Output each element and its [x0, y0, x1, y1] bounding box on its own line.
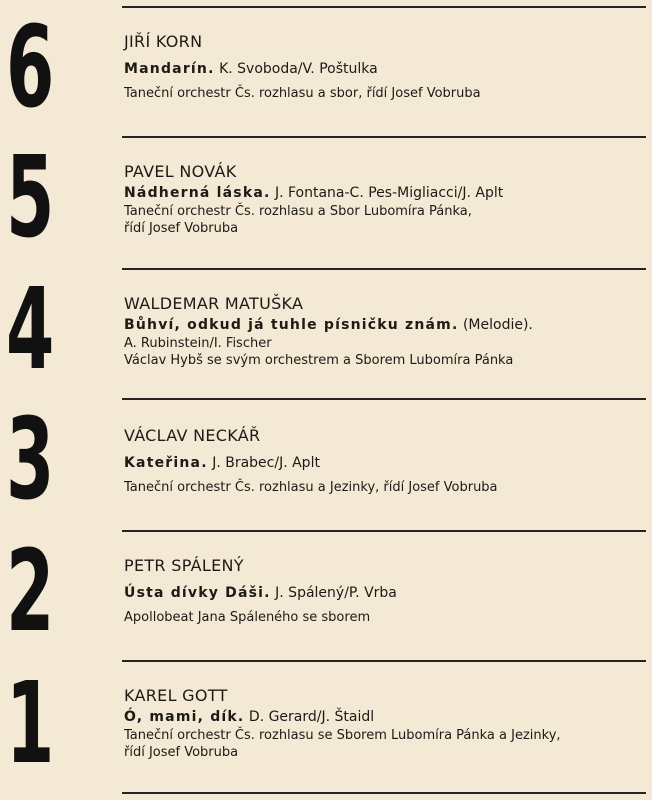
divider	[122, 136, 646, 138]
song-credits: K. Svoboda/V. Poštulka	[219, 61, 378, 77]
rank-number: 4	[6, 265, 54, 395]
rank-number: 3	[6, 395, 54, 525]
song-line	[124, 185, 644, 201]
chart-entry	[124, 162, 644, 237]
song-credits: (Melodie).	[462, 317, 533, 333]
performers-cont: řídí Josef Vobruba	[124, 221, 239, 236]
chart-entry	[124, 686, 644, 761]
rank-number: 6	[6, 3, 54, 133]
divider	[122, 398, 646, 400]
chart-entry	[124, 294, 644, 369]
song-title: Bůhví, odkud já tuhle písničku znám.	[124, 317, 459, 333]
performers: Taneční orchestr Čs. rozhlasu se Sborem Lubomíra Pánka a Jezinky,	[124, 728, 561, 743]
artist-name: KAREL GOTT	[124, 686, 228, 705]
song-title: Nádherná láska.	[124, 185, 271, 201]
performers: Václav Hybš se svým orchestrem a Sborem Lubomíra Pánka	[124, 353, 514, 368]
song-line	[124, 317, 644, 333]
song-line	[124, 585, 644, 601]
song-credits: J. Spálený/P. Vrba	[275, 585, 397, 601]
divider	[122, 530, 646, 532]
divider	[122, 660, 646, 662]
artist-name: WALDEMAR MATUŠKA	[124, 294, 304, 313]
performers: Taneční orchestr Čs. rozhlasu a Sbor Lubomíra Pánka,	[124, 204, 472, 219]
song-title: Ó, mami, dík.	[124, 709, 245, 725]
song-title: Ústa dívky Dáši.	[124, 585, 271, 601]
performers-cont: řídí Josef Vobruba	[124, 745, 239, 760]
song-credits: D. Gerard/J. Štaidl	[248, 709, 375, 725]
rank-number: 1	[6, 659, 54, 789]
performers: Taneční orchestr Čs. rozhlasu a sbor, řídí Josef Vobruba	[124, 86, 481, 101]
artist-name: VÁCLAV NECKÁŘ	[124, 426, 261, 445]
song-title: Kateřina.	[124, 455, 208, 471]
chart-entry	[124, 556, 644, 626]
divider-bottom	[122, 792, 646, 794]
divider	[122, 268, 646, 270]
chart-entry	[124, 32, 644, 102]
song-title: Mandarín.	[124, 61, 215, 77]
rank-number: 5	[6, 133, 54, 263]
song-line	[124, 709, 644, 725]
song-line	[124, 61, 644, 77]
song-credits: J. Fontana-C. Pes-Migliacci/J. Aplt	[274, 185, 504, 201]
song-credits-cont: A. Rubinstein/I. Fischer	[124, 336, 272, 351]
artist-name: PETR SPÁLENÝ	[124, 556, 244, 575]
chart-entry	[124, 426, 644, 496]
artist-name: PAVEL NOVÁK	[124, 162, 237, 181]
divider-top	[122, 6, 646, 8]
song-credits: J. Brabec/J. Aplt	[212, 455, 320, 471]
performers: Taneční orchestr Čs. rozhlasu a Jezinky, řídí Josef Vobruba	[124, 480, 498, 495]
performers: Apollobeat Jana Spáleného se sborem	[124, 610, 371, 625]
song-line	[124, 455, 644, 471]
rank-number: 2	[6, 527, 54, 657]
artist-name: JIŘÍ KORN	[124, 32, 203, 51]
